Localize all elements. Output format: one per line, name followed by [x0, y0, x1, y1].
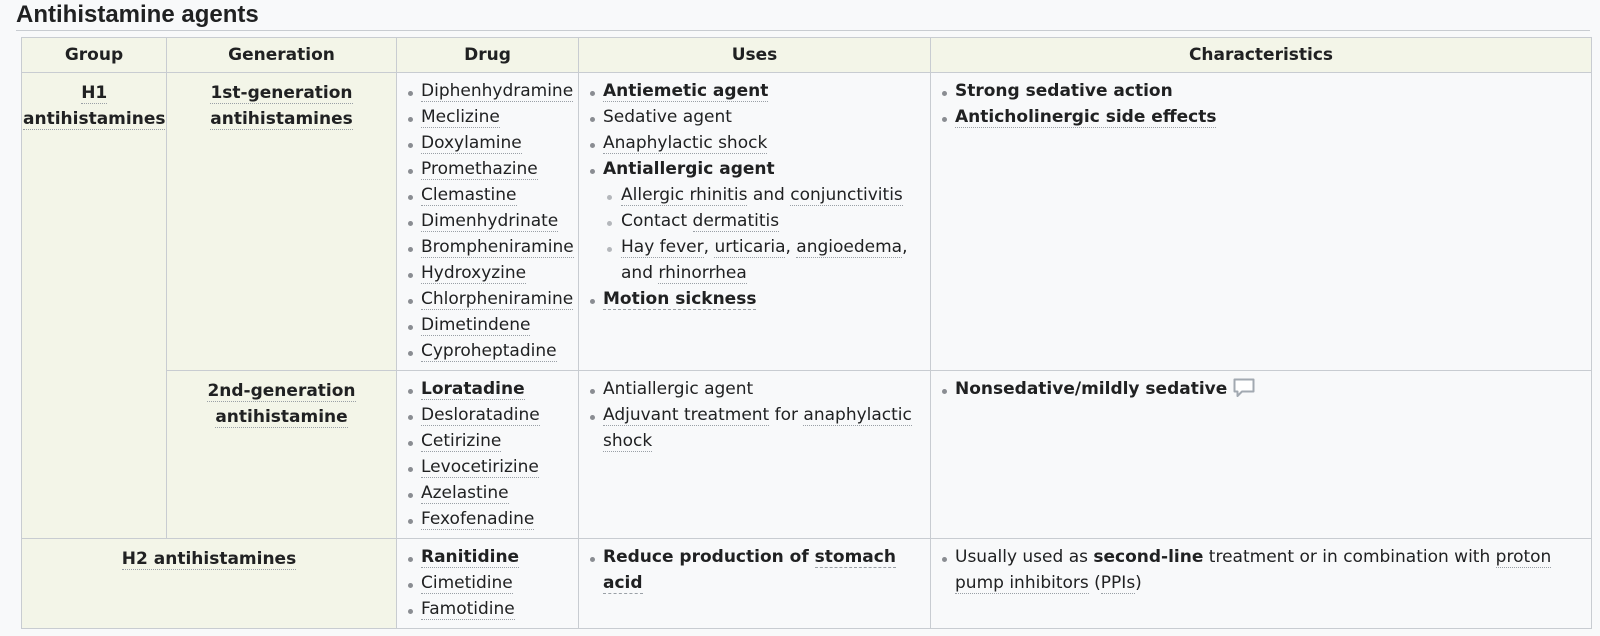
uses-list-h2 [587, 539, 924, 602]
drug-list-h2 [405, 539, 572, 628]
drug-list-first [405, 73, 572, 370]
table-row [22, 371, 1592, 539]
first-generation-link[interactable]: 1st-generation antihistamines [210, 83, 353, 129]
second-generation-link[interactable]: 2nd-generation antihistamine [207, 381, 356, 427]
list-item: Cyproheptadine [405, 338, 572, 364]
list-item: Cetirizine [405, 428, 572, 454]
list-item: Antiallergic agent Allergic rhinitis and conjunctivitis Contact dermatitis Hay fever, urticaria, angioedema, and rhinorrhea [587, 156, 924, 286]
list-item: Promethazine [405, 156, 572, 182]
characteristics-list-second [939, 371, 1585, 412]
header-drug: Drug [397, 38, 579, 73]
list-item: Diphenhydramine [405, 78, 572, 104]
list-item: Famotidine [405, 596, 572, 622]
group-cell-h2 [22, 539, 397, 629]
uses-list-second [587, 371, 924, 460]
list-item: Hydroxyzine [405, 260, 572, 286]
characteristics-cell-h2 [931, 539, 1592, 629]
table-row [22, 73, 1592, 371]
page-title: Antihistamine agents [16, 0, 1590, 31]
list-item: Nonsedative/mildly sedative [939, 376, 1585, 406]
list-item: Adjuvant treatment for anaphylactic shock [587, 402, 924, 454]
list-item: Antiallergic agent [587, 376, 924, 402]
table-row [22, 539, 1592, 629]
uses-cell-first [579, 73, 931, 371]
list-item: Levocetirizine [405, 454, 572, 480]
group-cell-h1 [22, 73, 167, 539]
list-item: Meclizine [405, 104, 572, 130]
header-generation: Generation [167, 38, 397, 73]
list-item: Fexofenadine [405, 506, 572, 532]
drug-cell-first [397, 73, 579, 371]
list-item: Anaphylactic shock [587, 130, 924, 156]
drug-cell-second [397, 371, 579, 539]
list-item: Dimenhydrinate [405, 208, 572, 234]
list-item: Hay fever, urticaria, angioedema, and rhinorrhea [603, 234, 924, 286]
list-item: Cimetidine [405, 570, 572, 596]
drug-list-second [405, 371, 572, 538]
list-item: Strong sedative action [939, 78, 1585, 104]
list-item: Contact dermatitis [603, 208, 924, 234]
list-item: Loratadine [405, 376, 572, 402]
header-row [22, 38, 1592, 73]
drug-cell-h2 [397, 539, 579, 629]
list-item: Dimetindene [405, 312, 572, 338]
list-item: Ranitidine [405, 544, 572, 570]
list-item: Antiemetic agent [587, 78, 924, 104]
h1-group-link[interactable]: H1 antihistamines [23, 83, 166, 129]
speech-bubble-icon[interactable] [1233, 378, 1255, 406]
list-item: Usually used as second-line treatment or in combination with proton pump inhibitors (PPIs) [939, 544, 1585, 596]
antiallergic-sublist [603, 182, 924, 286]
list-item: Allergic rhinitis and conjunctivitis [603, 182, 924, 208]
antihistamine-table [21, 37, 1592, 629]
list-item: Clemastine [405, 182, 572, 208]
list-item: Chlorpheniramine [405, 286, 572, 312]
list-item: Anticholinergic side effects [939, 104, 1585, 130]
list-item: Reduce production of stomach acid [587, 544, 924, 596]
header-uses: Uses [579, 38, 931, 73]
list-item: Motion sickness [587, 286, 924, 312]
characteristics-cell-second [931, 371, 1592, 539]
characteristics-list-h2 [939, 539, 1585, 602]
generation-cell-second [167, 371, 397, 539]
list-item: Azelastine [405, 480, 572, 506]
list-item: Desloratadine [405, 402, 572, 428]
list-item: Doxylamine [405, 130, 572, 156]
uses-list-first [587, 73, 924, 318]
characteristics-list-first [939, 73, 1585, 136]
list-item: Brompheniramine [405, 234, 572, 260]
header-group: Group [22, 38, 167, 73]
uses-cell-second [579, 371, 931, 539]
header-characteristics: Characteristics [931, 38, 1592, 73]
h2-group-link[interactable]: H2 antihistamines [121, 549, 297, 569]
characteristics-cell-first [931, 73, 1592, 371]
uses-cell-h2 [579, 539, 931, 629]
list-item: Sedative agent [587, 104, 924, 130]
generation-cell-first [167, 73, 397, 371]
